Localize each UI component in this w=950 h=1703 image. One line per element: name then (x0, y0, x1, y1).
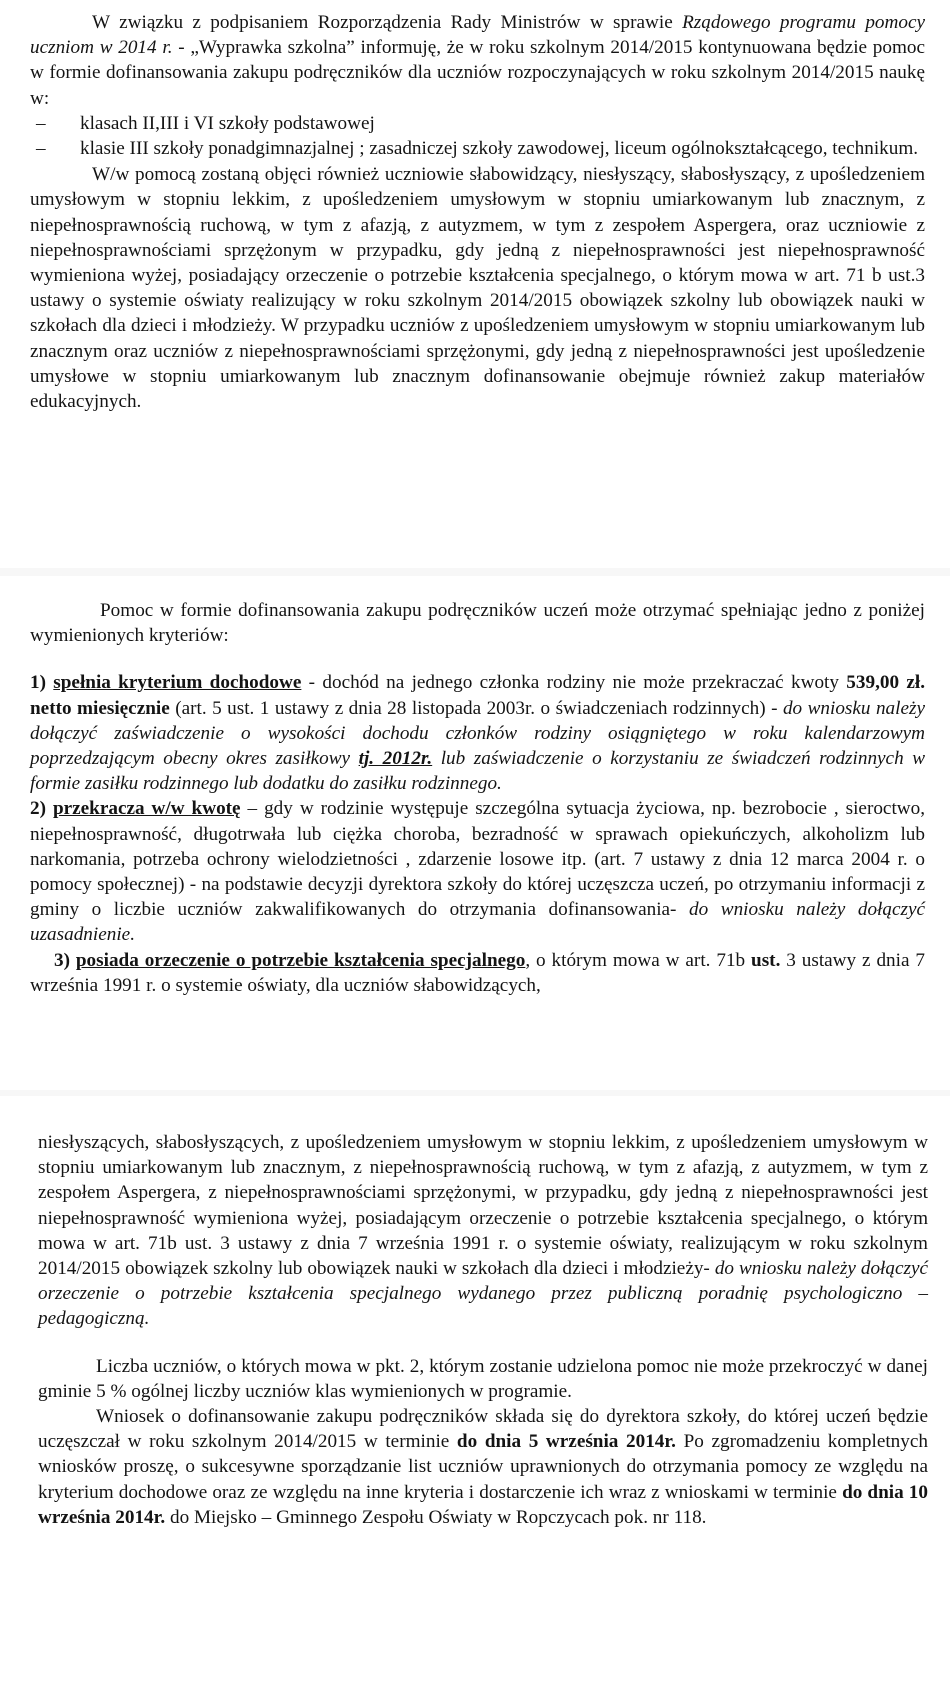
criterion-2 (30, 796, 925, 947)
scan-divider (0, 568, 950, 576)
criterion-number: 1) (30, 672, 46, 694)
section-programme-info (30, 10, 925, 414)
criterion-title: posiada orzeczenie o potrzebie kształcenia specjalnego (75, 949, 526, 971)
criterion-text: (art. 5 ust. 1 ustawy z dnia 28 listopada 2003r. o świadczeniach rodzinnych) - (169, 697, 783, 719)
income-limit: 539,00 zł. netto miesięcznie (30, 672, 925, 719)
bullet-text: klasach II,III i VI szkoły podstawowej (80, 112, 375, 134)
criterion-title: spełnia kryterium dochodowe (53, 672, 302, 694)
section-criteria (30, 598, 925, 998)
scan-divider (0, 1090, 950, 1096)
reference-year: tj. 2012r. (358, 748, 433, 770)
criteria-lead-paragraph: Pomoc w formie dofinansowania zakupu podręczników uczeń może otrzymać spełniając jedno z poniżej wymienionych kryteriów: (30, 600, 925, 647)
application-text: Po zgromadzeniu kompletnych wniosków proszę, o sukcesywne sporządzanie list uczniów uprawnionych do otrzymania pomocy ze względu na kryterium dochodowe oraz ze względu na inne kryteria i dostarczenie ich wraz z wnioskami w terminie (38, 1431, 928, 1503)
programme-name: Rządowego programu pomocy uczniom w 2014 r. (30, 12, 925, 59)
criterion-attachment-note: do wniosku należy dołączyć orzeczenie o potrzebie kształcenia specjalnego wydanego przez publiczną poradnię psychologiczno – pedagogiczną. (38, 1258, 928, 1330)
intro-paragraph (30, 10, 925, 111)
criterion-text: - dochód na jednego członka rodziny nie może przekraczać kwoty (301, 672, 847, 694)
criterion-text: niesłyszących, słabosłyszących, z upośledzeniem umysłowym w stopniu lekkim, z upośledzeniem umysłowym w stopniu umiarkowanym lub znacznym, z niepełnosprawnością ruchową, w tym z afazją, z autyzmem, w tym z zespołem Aspergera, z niepełnosprawnościami sprzężonymi, w przypadku, gdy jedną z niepełnosprawności jest niepełnosprawność wymieniona wyżej, posiadającym orzeczenie o potrzebie kształcenia specjalnego, o którym mowa w art. 71b ust. 3 ustawy z dnia 7 września 1991 r. o systemie oświaty, realizującym w roku szkolnym 2014/2015 obowiązek szkolny lub obowiązek nauki w szkołach dla dzieci i młodzieży- (38, 1132, 928, 1280)
criterion-3 (30, 948, 925, 998)
limit-paragraph: Liczba uczniów, o których mowa w pkt. 2, którym zostanie udzielona pomoc nie może przekroczyć w danej gminie 5 % ogólnej liczby uczniów klas wymienionych w programie. (38, 1355, 928, 1402)
application-text: Wniosek o dofinansowanie zakupu podręczników składa się do dyrektora szkoły, do której uczeń będzie uczęszczał w roku szkolnym 2014/2015 w terminie (38, 1406, 928, 1453)
application-text: do Miejsko – Gminnego Zespołu Oświaty w Ropczycach pok. nr 118. (165, 1506, 707, 1528)
criterion-attachment-note: do wniosku należy dołączyć zaświadczenie o wysokości dochodu członków rodziny osiągniętego w roku kalendarzowym poprzedzającym obecny okres zasiłkowy (30, 697, 925, 770)
section-special-needs (38, 1130, 928, 1530)
criterion-text: 3 ustawy z dnia 7 września 1991 r. o systemie oświaty, dla uczniów słabowidzących, (30, 949, 925, 996)
intro-text-continued: - „Wyprawka szkolna” informuję, że w roku szkolnym 2014/2015 kontynuowana będzie pomoc w formie dofinansowania zakupu podręczników dla uczniów rozpoczynających w roku szkolnym 2014/2015 naukę w: (30, 37, 926, 109)
criterion-number: 3) (54, 949, 70, 971)
bullet-item (30, 111, 925, 136)
criterion-text: ust. (751, 949, 781, 971)
criterion-text: , o którym mowa w art. 71b (525, 949, 752, 971)
bullet-dash: – (36, 112, 46, 134)
criterion-number: 2) (30, 798, 46, 820)
school-deadline: do dnia 5 września 2014r. (456, 1431, 676, 1453)
application-paragraph (38, 1404, 928, 1530)
office-deadline: do dnia 10 września 2014r. (38, 1481, 928, 1528)
criterion-attachment-note: do wniosku należy dołączyć uzasadnienie. (30, 899, 925, 946)
eligible-groups-paragraph: W/w pomocą zostaną objęci również uczniowie słabowidzący, niesłyszący, słabosłyszący, z upośledzeniem umysłowym w stopniu lekkim, z upośledzeniem umysłowym w stopniu umiarkowanym lub znacznym, z niepełnosprawnością ruchową, w tym z afazją, z autyzmem, w tym z zespołem Aspergera, oraz uczniowie z niepełnosprawnościami sprzężonym w przypadku, gdy jedną z niepełnosprawności jest niepełnosprawność wymieniona wyżej, posiadający orzeczenie o potrzebie kształcenia specjalnego, o którym mowa w art. 71 b ust.3 ustawy o systemie oświaty realizujący w roku szkolnym 2014/2015 obowiązek szkolny lub obowiązek nauki w szkołach dla dzieci i młodzieży. W przypadku uczniów z upośledzeniem umysłowym w stopniu umiarkowanym lub znacznym oraz uczniów z niepełnosprawnościami sprzężonymi, gdy jedną z niepełnosprawności jest upośledzenie umysłowe w stopniu umiarkowanym lub znacznym dofinansowanie obejmuje również zakup materiałów edukacyjnych. (30, 164, 925, 413)
intro-text: W związku z podpisaniem Rozporządzenia Rady Ministrów w sprawie (92, 12, 683, 33)
criterion-title: przekracza w/w kwotę (52, 798, 241, 820)
bullet-dash: – (36, 138, 46, 160)
criterion-text: – gdy w rodzinie występuje szczególna sytuacja życiowa, np. bezrobocie , sieroctwo, niepełnosprawność, długotrwała lub ciężka choroba, bezradność w sprawach opiekuńczych, alkoholizm lub narkomania, potrzeba ochrony wielodzietności , zdarzenie losowe itp. (art. 7 ustawy z dnia 12 marca 2004 r. o pomocy społecznej) - na podstawie decyzji dyrektora szkoły do której uczęszcza uczeń, po otrzymaniu informacji z gminy o liczbie uczniów zakwalifikowanych do otrzymania dofinansowania- (30, 798, 926, 921)
criterion-attachment-note: lub zaświadczenie o korzystaniu ze świadczeń rodzinnych w formie zasiłku rodzinnego lub dodatku do zasiłku rodzinnego. (30, 748, 925, 795)
criterion-3-continued (38, 1130, 928, 1332)
bullet-item (30, 136, 925, 161)
bullet-text: klasie III szkoły ponadgimnazjalnej ; zasadniczej szkoły zawodowej, liceum ogólnokształcącego, technikum. (80, 138, 919, 160)
criterion-1 (30, 670, 925, 796)
